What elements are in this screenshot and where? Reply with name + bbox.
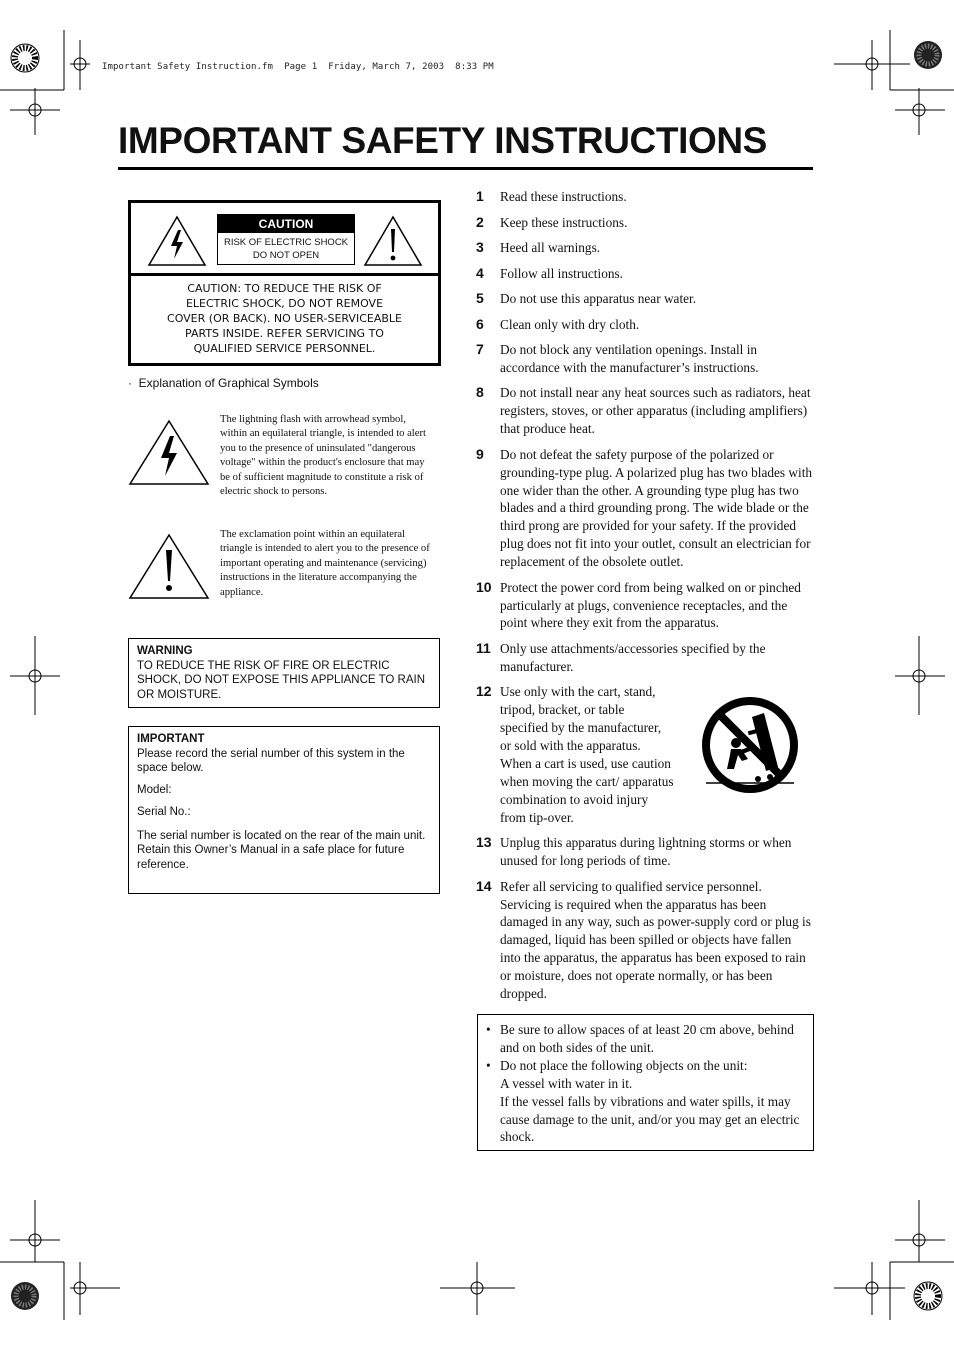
item-text: Refer all servicing to qualified service personnel. Servicing is required when the apparatus has been damaged in any way, such as power-supply cord or plug is damaged, liquid has been spilled or objects have fallen into the apparatus, the apparatus has been exposed to rain or moisture, does not operate normally, or has been dropped. <box>500 878 811 1002</box>
lightning-symbol-description: The lightning flash with arrowhead symbol, within an equilateral triangle, is intended to alert you to the presence of uninsulated "dangerous voltage" within the product's enclosure that may be of sufficient magnitude to constitute a risk of electric shock to persons. <box>220 414 426 498</box>
item-text: Use only with the cart, stand, tripod, bracket, or table specified by the manufacturer, or sold with the apparatus. When a cart is used, use caution when moving the cart/ apparatus combination to avoid injury from tip-over. <box>500 684 674 825</box>
caution-box <box>128 200 441 366</box>
list-item <box>476 878 814 1003</box>
lightning-triangle-icon <box>128 418 210 486</box>
list-item <box>476 446 814 571</box>
important-box <box>128 726 440 894</box>
page-title: IMPORTANT SAFETY INSTRUCTIONS <box>118 120 767 161</box>
item-text: Protect the power cord from being walked on or pinched particularly at plugs, convenience receptacles, and the point where they exit from the apparatus. <box>500 579 801 631</box>
exclamation-triangle-icon <box>128 532 210 600</box>
item-number: 12 <box>476 683 492 700</box>
warning-heading: WARNING <box>137 645 193 657</box>
important-record-text: Please record the serial number of this system in the space below. <box>137 747 405 774</box>
list-item <box>476 265 814 283</box>
list-item <box>476 316 814 334</box>
list-item <box>476 188 814 206</box>
notes-box <box>477 1014 814 1151</box>
item-number: 6 <box>476 315 484 332</box>
symbols-title-text: Explanation of Graphical Symbols <box>138 376 319 390</box>
item-number: 13 <box>476 834 492 851</box>
item-text: Heed all warnings. <box>500 240 601 255</box>
item-number: 1 <box>476 188 484 204</box>
item-number: 8 <box>476 384 484 401</box>
item-text: Unplug this apparatus during lightning storms or when unused for long periods of time. <box>500 835 792 869</box>
list-item <box>476 683 814 826</box>
safety-instructions-list <box>476 188 814 1011</box>
list-item <box>476 214 814 232</box>
caution-word: CAUTION <box>218 215 354 233</box>
item-number: 14 <box>476 877 492 894</box>
item-text: Only use attachments/accessories specified by the manufacturer. <box>500 640 766 674</box>
item-number: 9 <box>476 445 484 462</box>
item-number: 7 <box>476 341 484 357</box>
list-item <box>476 579 814 633</box>
title-rule <box>118 167 813 170</box>
item-text: Read these instructions. <box>500 189 627 204</box>
list-item <box>476 239 814 257</box>
list-item <box>476 341 814 377</box>
item-number: 11 <box>476 639 491 656</box>
note-item: • Do not place the following objects on the unit: A vessel with water in it. If the vessel falls by vibrations and water spills, it may cause damage to the unit, and/or you may get an electric shock. <box>486 1057 805 1147</box>
warning-text: TO REDUCE THE RISK OF FIRE OR ELECTRIC SHOCK, DO NOT EXPOSE THIS APPLIANCE TO RAIN OR MOISTURE. <box>137 659 426 701</box>
item-text: Do not block any ventilation openings. Install in accordance with the manufacturer’s instructions. <box>500 342 759 375</box>
retain-manual-text: Retain this Owner’s Manual in a safe place for future reference. <box>137 844 405 871</box>
item-number: 2 <box>476 213 484 230</box>
list-item <box>476 290 814 308</box>
important-heading: IMPORTANT <box>137 733 205 745</box>
note-item: • Be sure to allow spaces of at least 20 cm above, behind and on both sides of the unit. <box>486 1021 805 1057</box>
lightning-triangle-icon <box>147 215 207 267</box>
item-text: Do not defeat the safety purpose of the polarized or grounding-type plug. A polarized plug has two blades with one wider than the other. A grounding type plug has two blades and a third grounding prong. The wide blade or the third prong are provided for your safety. If the provided plug does not fit into your outlet, consult an electrician for replacement of the obsolete outlet. <box>500 446 813 570</box>
warning-box <box>128 638 440 708</box>
serial-location-text: The serial number is located on the rear of the main unit. <box>137 829 426 842</box>
cart-tip-over-warning-icon <box>698 693 802 797</box>
caution-sub-label: RISK OF ELECTRIC SHOCK DO NOT OPEN <box>223 237 349 261</box>
item-text: Do not install near any heat sources such as radiators, heat registers, stoves, or other apparatus (including amplifiers) that produce heat. <box>500 385 811 437</box>
file-header-line: Important Safety Instruction.fm Page 1 Friday, March 7, 2003 8:33 PM <box>102 62 494 72</box>
caution-box-header <box>131 203 438 276</box>
item-text: Clean only with dry cloth. <box>500 316 640 332</box>
item-number: 3 <box>476 239 484 255</box>
exclamation-symbol-description: The exclamation point within an equilateral triangle is intended to alert you to the presence of important operating and maintenance (servicing) instructions in the literature accompanying the appliance. <box>220 529 430 598</box>
list-item <box>476 834 814 870</box>
caution-text: CAUTION: TO REDUCE THE RISK OF ELECTRIC SHOCK, DO NOT REMOVE COVER (OR BACK). NO USER-SERVICEABLE PARTS INSIDE. REFER SERVICING TO QUALIFIED SERVICE PERSONNEL. <box>167 282 402 355</box>
item-text: Follow all instructions. <box>500 265 623 281</box>
exclamation-triangle-icon <box>363 215 423 267</box>
notes-list <box>486 1021 805 1146</box>
item-number: 4 <box>476 264 484 281</box>
serial-label: Serial No.: <box>137 806 191 818</box>
symbols-explanation-title: · Explanation of Graphical Symbols <box>128 376 319 390</box>
item-text: Do not use this apparatus near water. <box>500 291 697 306</box>
list-item <box>476 640 814 676</box>
item-number: 10 <box>476 578 492 595</box>
model-label: Model: <box>137 783 172 796</box>
item-text: Keep these instructions. <box>500 214 628 230</box>
item-number: 5 <box>476 290 484 306</box>
caution-label <box>217 214 355 265</box>
list-item <box>476 384 814 438</box>
